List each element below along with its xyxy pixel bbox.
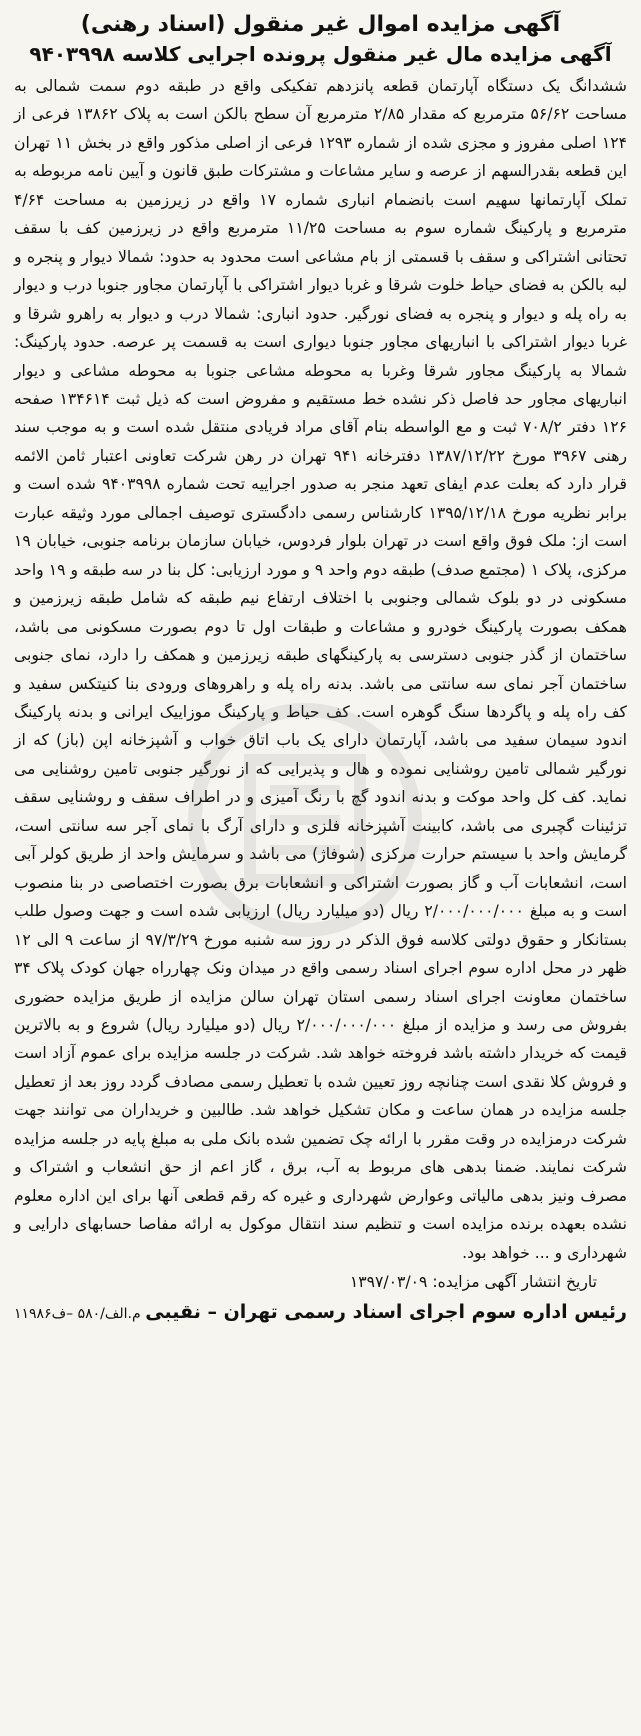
reference-code: ۱۱۹۸۶م.الف/۵۸۰ –ف <box>14 1306 141 1323</box>
notice-footer <box>14 1297 627 1329</box>
publication-date: تاریخ انتشار آگهی مزایده: ۱۳۹۷/۰۳/۰۹ <box>349 1273 597 1292</box>
notice-body: ششدانگ یک دستگاه آپارتمان قطعه پانزدهم تفکیکی واقع در طبقه دوم سمت شمالی به مساحت ۵۶/۶۲ مترمربع که مقدار ۲/۸۵ مترمربع آن سطح بالکن است به پلاک ۱۳۸۶۲ فرعی از ۱۲۴ اصلی مفروز و مجزی شده از شماره ۱۲۹۳ فرعی از اصلی مذکور واقع در بخش ۱۱ تهران این قطعه بقدرالسهم از عرصه و سایر مشاعات و مشترکات طبق قانون و آیین نامه مربوطه به تملک آپارتمانها سهیم است بانضمام انباری شماره ۱۷ واقع در زیرزمین به مساحت ۴/۶۴ مترمربع و پارکینگ شماره سوم به مساحت ۱۱/۲۵ مترمربع واقع در زیرزمین کف با سقف تحتانی اشتراکی و سقف با قسمتی از بام مشاعی است محدود به حدود: شمالا دیوار و پنجره و لبه بالکن به فضای حیاط خلوت شرقا و غربا دیوار اشتراکی با آپارتمان مجاور جنوبا درب و دیوار به راه پله و دیوار و پنجره به فضای نورگیر. حدود انباری: شمالا درب و دیوار به راهرو شرقا و غربا دیوار اشتراکی با انباریهای مجاور جنوبا دیواری است به قسمت پر عرصه. حدود پارکینگ: شمالا به پارکینگ مجاور شرقا وغربا به محوطه مشاعی جنوبا به محوطه مشاعی و دیوار انباریهای مجاور حد فاصل ذکر نشده خط مستقیم و مفروض است که ذیل ثبت ۱۳۴۶۱۴ صفحه ۱۲۶ دفتر ۷۰۸/۲ ثبت و مع الواسطه بنام آقای مراد فریادی منتقل شده است و به موجب سند رهنی ۳۹۶۷ مورخ ۱۳۸۷/۱۲/۲۲ دفترخانه ۹۴۱ تهران در رهن شرکت تعاونی اعتبار ثامن الائمه قرار دارد که بعلت عدم ایفای تعهد منجر به صدور اجراییه تحت شماره ۹۴۰۳۹۹۸ شده است و برابر نظریه مورخ ۱۳۹۵/۱۲/۱۸ کارشناس رسمی دادگستری توصیف اجمالی مورد وثیقه عبارت است از: ملک فوق واقع است در تهران بلوار فردوس، خیابان سازمان برنامه جنوبی، خیابان ۱۹ مرکزی، پلاک ۱ (مجتمع صدف) طبقه دوم واحد ۹ و مورد ارزیابی: کل بنا در سه طبقه و ۱۹ واحد مسکونی در دو بلوک شمالی وجنوبی با اختلاف ارتفاع نیم طبقه که شامل طبقه زیرزمین و همکف بصورت پارکینگ خودرو و مشاعات و طبقات اول تا دوم بصورت مسکونی می باشد، ساختمان از گذر جنوبی دسترسی به پارکینگهای طبقه زیرزمین و همکف را دارد، نمای جنوبی ساختمان آجر نمای سه سانتی می باشد. بدنه راه پله و راهروهای ورودی بنا کنیتکس سفید و کف راه پله و پاگردها سنگ گوهره است. کف حیاط و پارکینگ موزاییک ایرانی و بدنه پارکینگ اندود سیمان سفید می باشد، آپارتمان دارای یک باب اتاق خواب و آشپزخانه اپن (باز) که از نورگیر شمالی تامین روشنایی نموده و هال و پذیرایی که از نورگیر جنوبی تامین روشنایی می نماید. کف کل واحد موکت و بدنه اندود گچ با رنگ آمیزی و در اطراف سقف و روشنایی سقف تزئینات گچبری می باشد، کابینت آشپزخانه فلزی و دارای آرگ با نمای آجر سه سانتی است، گرمایش واحد با سیستم حرارت مرکزی (شوفاژ) می باشد و سرمایش واحد از طریق کولر آبی است، انشعابات آب و گاز بصورت اشتراکی و انشعابات برق بصورت اختصاصی در بنا منصوب است و به مبلغ ۲/۰۰۰/۰۰۰/۰۰۰ ریال (دو میلیارد ریال) ارزیابی شده است و جهت وصول طلب بستانکار و حقوق دولتی کلاسه فوق الذکر در روز سه شنبه مورخ ۹۷/۳/۲۹ از ساعت ۹ الی ۱۲ ظهر در محل اداره سوم اجرای اسناد رسمی واقع در میدان ونک چهارراه جهان کودک پلاک ۳۴ ساختمان معاونت اجرای اسناد رسمی استان تهران سالن مزایده از طریق مزایده حضوری بفروش می رسد و مزایده از مبلغ ۲/۰۰۰/۰۰۰/۰۰۰ ریال (دو میلیارد ریال) شروع و به بالاترین قیمت که خریدار داشته باشد فروخته خواهد شد. شرکت در جلسه مزایده برای عموم آزاد است و فروش کلا نقدی است چنانچه روز تعیین شده با تعطیل رسمی مصادف گردد روز بعد از تعطیل جلسه مزایده در همان ساعت و مکان تشکیل خواهد شد. طالبین و خریداران می توانند جهت شرکت درمزایده در وقت مقرر با ارائه چک تضمین شده بانک ملی به مبلغ پایه در جلسه مزایده شرکت نمایند. ضمنا بدهی های مربوط به آب، برق ، گاز اعم از حق انشعاب و اشتراک و مصرف ونیز بدهی مالیاتی وعوارض شهرداری و غیره که رقم قطعی آنها برای این اداره معلوم نشده بعهده برنده مزایده است و تنظیم سند انتقال موکول به ارائه مفاصا حسابهای دارایی و شهرداری و ... خواهد بود. <box>14 77 628 1262</box>
notice-title: آگهی مزایده اموال غیر منقول (اسناد رهنی) <box>80 12 561 37</box>
signature: رئیس اداره سوم اجرای اسناد رسمی تهران – نقیبی <box>145 1301 627 1324</box>
notice-subtitle: آگهی مزایده مال غیر منقول پرونده اجرایی کلاسه ۹۴۰۳۹۹۸ <box>29 42 612 66</box>
